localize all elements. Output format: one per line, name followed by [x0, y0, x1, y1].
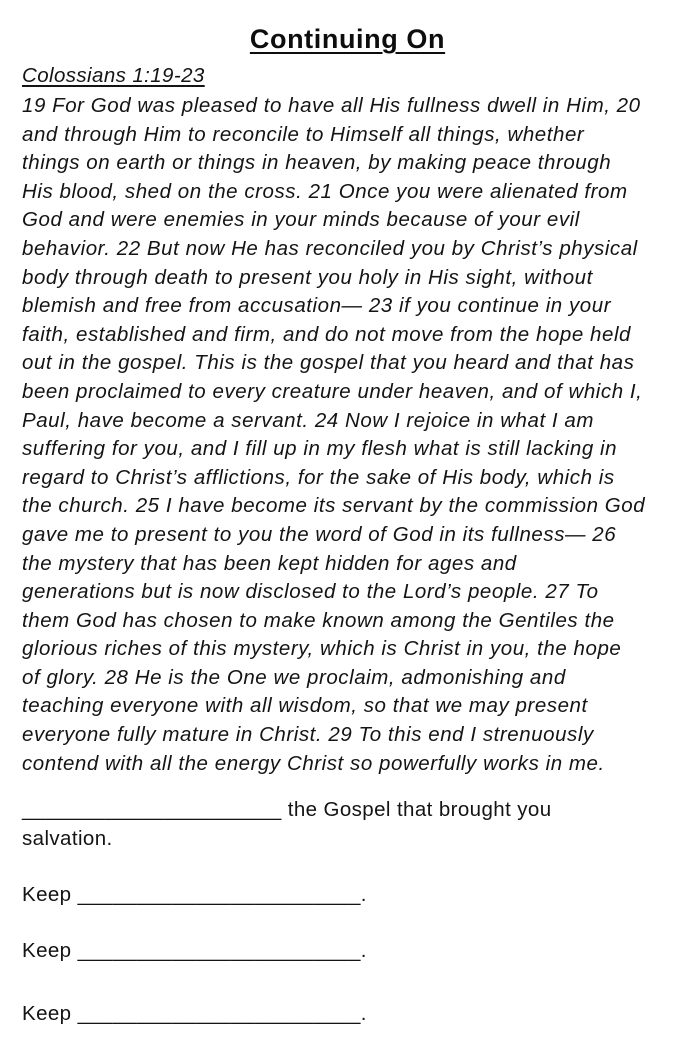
keep-blank-prompt-1: Keep ________________________.: [22, 883, 367, 907]
passage-line: contend with all the energy Christ so powerfully works in me.: [22, 751, 605, 775]
passage-line: things on earth or things in heaven, by making peace through: [22, 151, 612, 175]
passage-line: suffering for you, and I fill up in my flesh what is still lacking in: [22, 437, 618, 461]
passage-line: them God has chosen to make known among the Gentiles the: [22, 608, 615, 632]
gospel-blank-prompt-line-2: salvation.: [22, 827, 113, 851]
passage-line: the church. 25 I have become its servant by the commission God: [22, 494, 646, 518]
passage-line: gave me to present to you the word of God in its fullness— 26: [22, 522, 617, 546]
page-title: Continuing On: [249, 24, 446, 54]
gospel-blank-prompt-line-1: ______________________ the Gospel that brought you: [22, 798, 552, 822]
passage-line: glorious riches of this mystery, which is Christ in you, the hope: [22, 637, 622, 661]
passage-line: of glory. 28 He is the One we proclaim, admonishing and: [22, 665, 566, 689]
passage-line: the mystery that has been kept hidden for ages and: [22, 551, 517, 575]
passage-line: His blood, shed on the cross. 21 Once you were alienated from: [22, 179, 628, 203]
passage-line: Paul, have become a servant. 24 Now I rejoice in what I am: [22, 408, 595, 432]
passage-line: behavior. 22 But now He has reconciled you by Christ’s physical: [22, 236, 638, 260]
passage-line: out in the gospel. This is the gospel that you heard and that has: [22, 351, 635, 375]
passage-line: body through death to present you holy in His sight, without: [22, 265, 593, 289]
passage-line: teaching everyone with all wisdom, so that we may present: [22, 694, 588, 718]
scripture-passage: [22, 92, 673, 778]
passage-line: 19 For God was pleased to have all His fullness dwell in Him, 20: [22, 94, 641, 117]
passage-line: God and were enemies in your minds because of your evil: [22, 208, 580, 232]
passage-line: blemish and free from accusation— 23 if you continue in your: [22, 294, 612, 318]
fill-in-section: [22, 795, 673, 1028]
passage-line: faith, established and firm, and do not move from the hope held: [22, 322, 631, 346]
passage-reference-heading: Colossians 1:19-23: [22, 64, 205, 87]
keep-blank-prompt-2: Keep ________________________.: [22, 939, 367, 963]
passage-line: everyone fully mature in Christ. 29 To this end I strenuously: [22, 723, 594, 747]
passage-line: and through Him to reconcile to Himself all things, whether: [22, 122, 585, 146]
passage-line: been proclaimed to every creature under heaven, and of which I,: [22, 379, 643, 403]
keep-blank-prompt-3: Keep ________________________.: [22, 1002, 367, 1026]
passage-line: regard to Christ’s afflictions, for the sake of His body, which is: [22, 465, 615, 489]
passage-line: generations but is now disclosed to the Lord’s people. 27 To: [22, 580, 599, 604]
